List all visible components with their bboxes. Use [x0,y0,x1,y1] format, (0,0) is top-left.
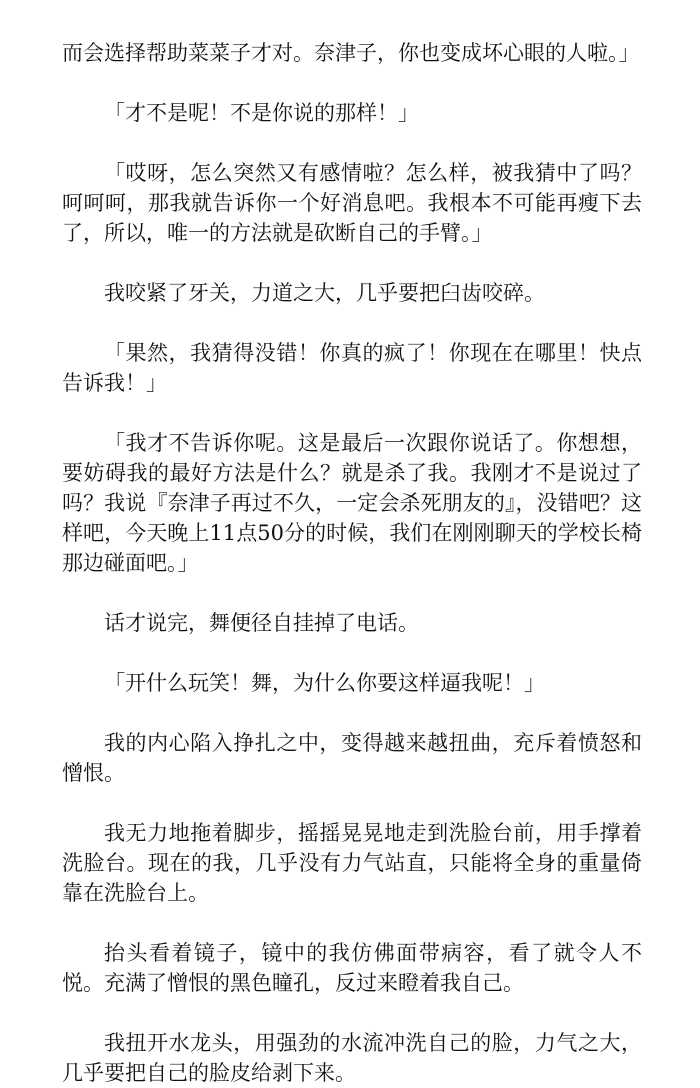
paragraph-3: 「哎呀，怎么突然又有感情啦？怎么样，被我猜中了吗？呵呵呵，那我就告诉你一个好消息吧。我根本不可能再瘦下去了，所以，唯一的方法就是砍断自己的手臂。」 [62,161,642,245]
paragraph-9: 我的内心陷入挣扎之中，变得越来越扭曲，充斥着愤怒和憎恨。 [62,731,642,785]
paragraph-12: 我扭开水龙头，用强劲的水流冲洗自己的脸，力气之大，几乎要把自己的脸皮给剥下来。 [62,1031,642,1085]
paragraph-10: 我无力地拖着脚步，摇摇晃晃地走到洗脸台前，用手撑着洗脸台。现在的我，几乎没有力气站直，只能将全身的重量倚靠在洗脸台上。 [62,821,642,905]
paragraph-8: 「开什么玩笑！舞，为什么你要这样逼我呢！」 [104,671,545,695]
paragraph-2: 「才不是呢！不是你说的那样！」 [104,101,419,125]
paragraph-6: 「我才不告诉你呢。这是最后一次跟你说话了。你想想，要妨碍我的最好方法是什么？就是杀了我。我刚才不是说过了吗？我说『奈津子再过不久，一定会杀死朋友的』，没错吧？这样吧，今天晚上11点50分的时候，我们在刚刚聊天的学校长椅那边碰面吧。」 [62,431,642,575]
paragraph-1: 而会选择帮助菜菜子才对。奈津子，你也变成坏心眼的人啦。」 [62,41,640,65]
paragraph-11: 抬头看着镜子，镜中的我仿佛面带病容，看了就令人不悦。充满了憎恨的黑色瞳孔，反过来瞪着我自己。 [62,941,642,995]
paragraph-4: 我咬紧了牙关，力道之大，几乎要把臼齿咬碎。 [104,281,545,305]
paragraph-5: 「果然，我猜得没错！你真的疯了！你现在在哪里！快点告诉我！」 [62,341,642,395]
paragraph-7: 话才说完，舞便径自挂掉了电话。 [104,611,419,635]
